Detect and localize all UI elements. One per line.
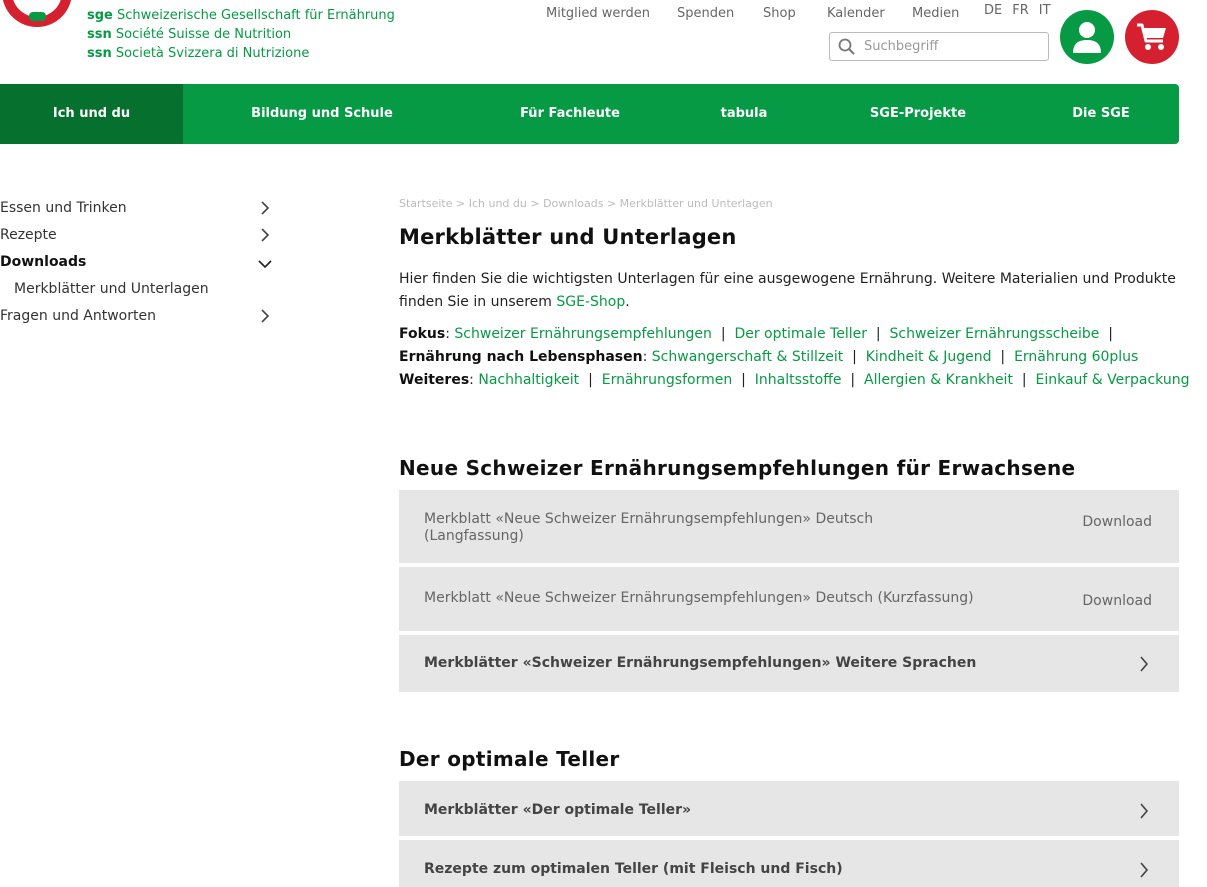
download-link[interactable]: Download — [1082, 593, 1152, 609]
mainnav-fachleute[interactable]: Für Fachleute — [520, 106, 620, 121]
topnav-mitglied[interactable]: Mitglied werden — [546, 6, 651, 21]
chevron-right-icon — [1138, 803, 1150, 819]
accordion-row[interactable] — [399, 840, 1179, 887]
search-input[interactable] — [864, 39, 1034, 54]
topnav-medien[interactable]: Medien — [912, 6, 960, 21]
chevron-down-icon — [258, 257, 272, 271]
topic-filters — [399, 323, 1199, 392]
sidebar-item-essen[interactable] — [0, 198, 275, 225]
filter-link[interactable]: Ernährungsformen — [601, 372, 733, 388]
sidebar — [0, 198, 275, 333]
sidebar-item-label: Essen und Trinken — [0, 200, 127, 216]
accordion-title: Rezepte zum optimalen Teller (mit Fleisch und Fisch) — [424, 861, 843, 877]
mainnav-projekte[interactable]: SGE-Projekte — [869, 106, 967, 121]
sidebar-item-label: Rezepte — [0, 227, 57, 243]
search-box[interactable] — [829, 32, 1049, 61]
accordion-title: Merkblätter «Schweizer Ernährungsempfehlungen» Weitere Sprachen — [424, 655, 977, 671]
accordion-row[interactable] — [399, 781, 1179, 836]
lang-fr[interactable]: FR — [1012, 3, 1029, 18]
sidebar-item-fragen[interactable] — [0, 306, 275, 333]
chevron-right-icon — [1138, 656, 1150, 672]
sidebar-item-label: Fragen und Antworten — [0, 308, 156, 324]
filter-link[interactable]: Inhaltsstoffe — [754, 372, 842, 388]
lang-de[interactable]: DE — [984, 3, 1003, 18]
mainnav-die-sge[interactable]: Die SGE — [1072, 106, 1130, 121]
chevron-right-icon — [259, 201, 271, 215]
filter-link[interactable]: Ernährung 60plus — [1014, 349, 1139, 365]
sidebar-item-merkblaetter[interactable] — [0, 279, 275, 306]
topnav-shop[interactable]: Shop — [763, 6, 796, 21]
download-title: Merkblatt «Neue Schweizer Ernährungsempfehlungen» Deutsch (Langfassung) — [424, 511, 874, 544]
download-row[interactable] — [399, 567, 1179, 631]
topnav-spenden[interactable]: Spenden — [677, 6, 735, 21]
mainnav-tabula[interactable]: tabula — [720, 106, 768, 121]
sidebar-item-downloads[interactable] — [0, 252, 275, 279]
mainnav-ich-und-du[interactable]: Ich und du — [0, 84, 183, 144]
search-icon — [838, 38, 856, 56]
brand-line-it: ssn Società Svizzera di Nutrizione — [87, 46, 310, 61]
sidebar-item-label: Merkblätter und Unterlagen — [14, 281, 209, 297]
filter-link[interactable]: Der optimale Teller — [734, 326, 867, 342]
filter-link[interactable]: Kindheit & Jugend — [865, 349, 992, 365]
sidebar-item-label: Downloads — [0, 254, 87, 270]
filter-link[interactable]: Nachhaltigkeit — [478, 372, 580, 388]
download-link[interactable]: Download — [1082, 514, 1152, 530]
download-row[interactable] — [399, 490, 1179, 563]
section-heading: Der optimale Teller — [399, 747, 620, 771]
breadcrumb[interactable]: Startseite > Ich und du > Downloads > Merkblätter und Unterlagen — [399, 197, 773, 210]
filter-link[interactable]: Einkauf & Verpackung — [1035, 372, 1190, 388]
accordion-title: Merkblätter «Der optimale Teller» — [424, 802, 692, 818]
accordion-row[interactable] — [399, 635, 1179, 692]
cart-button[interactable] — [1125, 10, 1179, 64]
lang-it[interactable]: IT — [1038, 3, 1051, 18]
account-button[interactable] — [1060, 10, 1114, 64]
filter-link[interactable]: Schweizer Ernährungsempfehlungen — [454, 326, 712, 342]
main-nav — [0, 84, 1179, 144]
page-title: Merkblätter und Unterlagen — [399, 225, 737, 249]
download-title: Merkblatt «Neue Schweizer Ernährungsempfehlungen» Deutsch (Kurzfassung) — [424, 590, 974, 606]
filter-link[interactable]: Schweizer Ernährungsscheibe — [889, 326, 1100, 342]
sidebar-item-rezepte[interactable] — [0, 225, 275, 252]
user-icon — [1072, 21, 1102, 53]
intro-text: Hier finden Sie die wichtigsten Unterlagen für eine ausgewogene Ernährung. Weitere Materialien und Produkte finden Sie in unserem SGE-Shop. — [399, 271, 1176, 310]
mainnav-bildung[interactable]: Bildung und Schule — [251, 106, 393, 121]
chevron-right-icon — [1138, 862, 1150, 878]
filter-row-fokus: Fokus: Schweizer Ernährungsempfehlungen | Der optimale Teller | Schweizer Ernährungsscheibe | — [399, 326, 1113, 342]
chevron-right-icon — [259, 309, 271, 323]
filter-link[interactable]: Allergien & Krankheit — [864, 372, 1013, 388]
brand-line-fr: ssn Société Suisse de Nutrition — [87, 27, 292, 42]
cart-icon — [1136, 22, 1168, 52]
filter-row-lebensphasen: Ernährung nach Lebensphasen: Schwangerschaft & Stillzeit | Kindheit & Jugend | Ernährung 60plus — [399, 349, 1139, 365]
brand-line-de: sge Schweizerische Gesellschaft für Ernährung — [87, 8, 395, 23]
topnav-kalender[interactable]: Kalender — [827, 6, 885, 21]
section-heading: Neue Schweizer Ernährungsempfehlungen für Erwachsene — [399, 456, 1076, 480]
chevron-right-icon — [259, 228, 271, 242]
filter-row-weiteres: Weiteres: Nachhaltigkeit | Ernährungsformen | Inhaltsstoffe | Allergien & Krankheit | Einkauf & Verpackung — [399, 372, 1190, 388]
sge-shop-link[interactable]: SGE-Shop — [556, 294, 626, 310]
filter-link[interactable]: Schwangerschaft & Stillzeit — [651, 349, 844, 365]
language-switch — [984, 3, 1051, 18]
